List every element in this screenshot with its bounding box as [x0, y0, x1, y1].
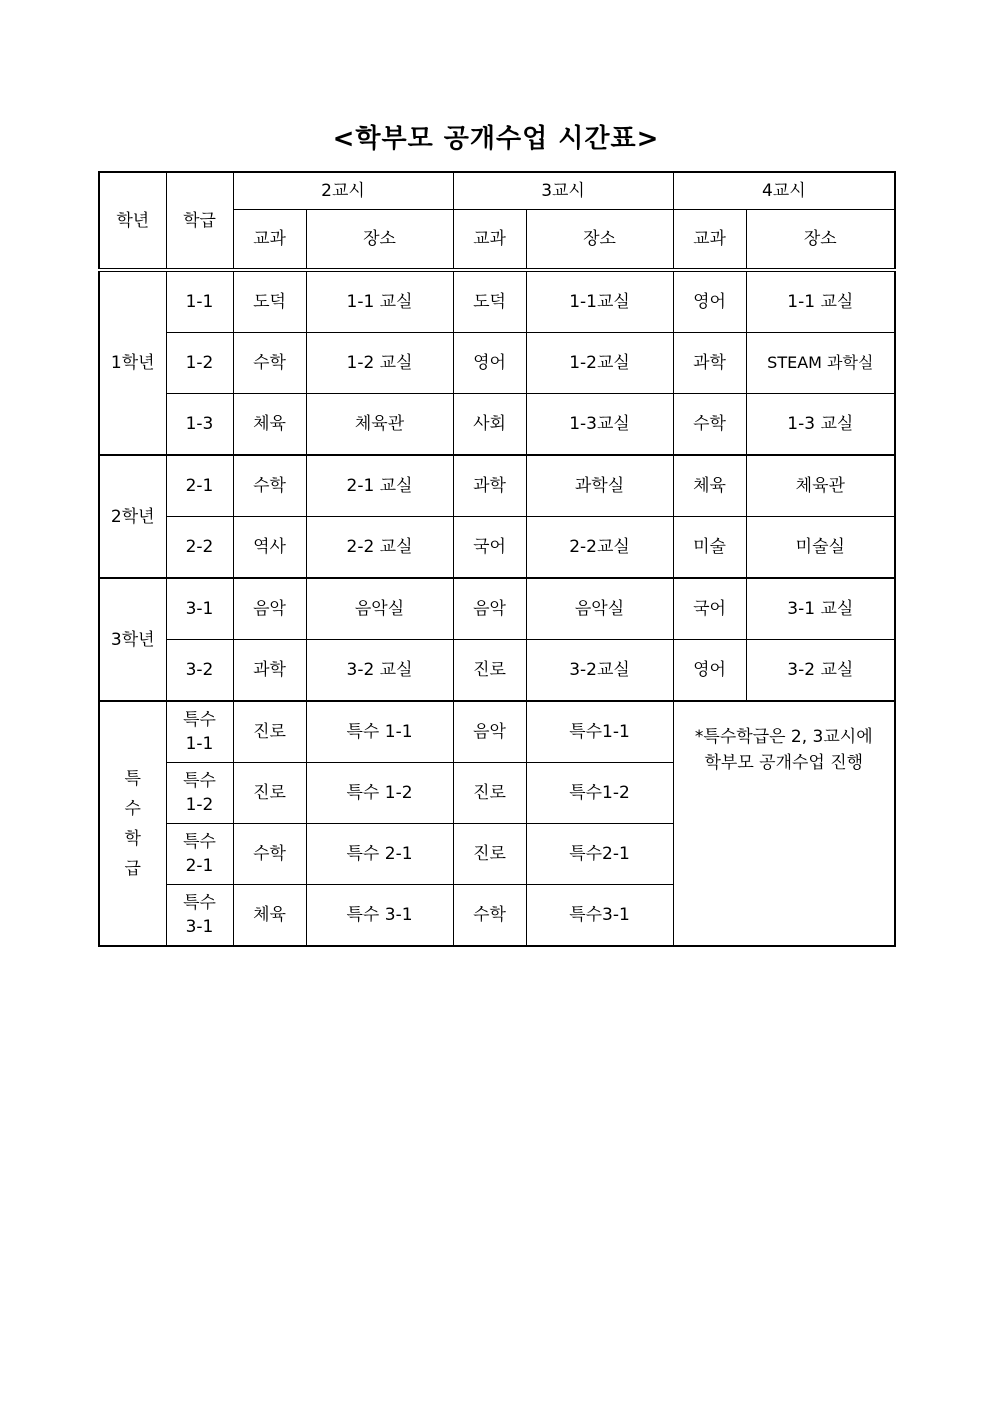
table-row: [99, 701, 895, 763]
table-row: [99, 517, 895, 579]
header-grade: 학년: [99, 172, 166, 270]
place-cell: 1-3교실: [526, 394, 673, 456]
subject-cell: 진로: [453, 763, 526, 824]
subject-cell: 체육: [233, 394, 306, 456]
note-line: *특수학급은 2, 3교시에: [694, 727, 873, 747]
grade-cell: [99, 701, 166, 946]
place-cell: 1-1 교실: [306, 270, 453, 333]
class-number: 1-1: [185, 734, 214, 754]
grade-cell: 1학년: [99, 270, 166, 455]
class-number: 1-2: [185, 795, 214, 815]
place-cell: STEAM 과학실: [746, 333, 895, 394]
table-row: [99, 333, 895, 394]
class-cell: 1-2: [166, 333, 233, 394]
class-cell: [166, 701, 233, 763]
header-period-2: 2교시: [233, 172, 453, 210]
class-label: 특수: [183, 893, 216, 913]
subject-cell: 과학: [453, 455, 526, 517]
subject-cell: 영어: [453, 333, 526, 394]
place-cell: 특수 1-2: [306, 763, 453, 824]
place-cell: 3-2 교실: [746, 640, 895, 702]
class-cell: 3-1: [166, 578, 233, 640]
subject-cell: 수학: [233, 824, 306, 885]
grade-char: 학: [124, 828, 141, 849]
grade-char: 급: [124, 858, 141, 879]
class-cell: [166, 885, 233, 947]
place-cell: 특수 3-1: [306, 885, 453, 947]
subject-cell: 미술: [673, 517, 746, 579]
header-period-4: 4교시: [673, 172, 895, 210]
class-cell: 1-1: [166, 270, 233, 333]
subject-cell: 수학: [233, 455, 306, 517]
place-cell: 미술실: [746, 517, 895, 579]
subject-cell: 체육: [673, 455, 746, 517]
subject-cell: 체육: [233, 885, 306, 947]
place-cell: 체육관: [306, 394, 453, 456]
place-cell: 3-2교실: [526, 640, 673, 702]
class-cell: 2-1: [166, 455, 233, 517]
grade-char: 수: [124, 798, 141, 819]
subject-cell: 국어: [453, 517, 526, 579]
grade-cell: 3학년: [99, 578, 166, 701]
table-row: [99, 578, 895, 640]
place-cell: 특수1-1: [526, 701, 673, 763]
place-cell: 2-1 교실: [306, 455, 453, 517]
place-cell: 특수1-2: [526, 763, 673, 824]
header-subject: 교과: [233, 210, 306, 271]
place-cell: 1-2교실: [526, 333, 673, 394]
header-place: 장소: [746, 210, 895, 271]
place-cell: 특수 1-1: [306, 701, 453, 763]
class-label: 특수: [183, 710, 216, 730]
subject-cell: 역사: [233, 517, 306, 579]
class-label: 특수: [183, 771, 216, 791]
subject-cell: 진로: [453, 824, 526, 885]
subject-cell: 진로: [453, 640, 526, 702]
place-cell: 특수2-1: [526, 824, 673, 885]
class-number: 2-1: [185, 856, 214, 876]
place-cell: 2-2 교실: [306, 517, 453, 579]
place-cell: 3-1 교실: [746, 578, 895, 640]
header-subject: 교과: [453, 210, 526, 271]
schedule-table: [98, 171, 896, 947]
subject-cell: 과학: [673, 333, 746, 394]
class-label: 특수: [183, 832, 216, 852]
header-subject: 교과: [673, 210, 746, 271]
subject-cell: 음악: [453, 701, 526, 763]
table-row: [99, 455, 895, 517]
subject-cell: 진로: [233, 763, 306, 824]
subject-cell: 국어: [673, 578, 746, 640]
subject-cell: 영어: [673, 270, 746, 333]
place-cell: 과학실: [526, 455, 673, 517]
subject-cell: 영어: [673, 640, 746, 702]
special-class-note: [673, 701, 895, 946]
class-cell: [166, 824, 233, 885]
place-cell: 1-3 교실: [746, 394, 895, 456]
note-line: 학부모 공개수업 진행: [704, 753, 864, 773]
subject-cell: 진로: [233, 701, 306, 763]
place-cell: 특수 2-1: [306, 824, 453, 885]
place-cell: 1-1 교실: [746, 270, 895, 333]
subject-cell: 음악: [233, 578, 306, 640]
header-place: 장소: [306, 210, 453, 271]
class-cell: 2-2: [166, 517, 233, 579]
class-cell: 1-3: [166, 394, 233, 456]
place-cell: 특수3-1: [526, 885, 673, 947]
place-cell: 음악실: [306, 578, 453, 640]
table-row: [99, 640, 895, 702]
class-cell: 3-2: [166, 640, 233, 702]
subject-cell: 도덕: [233, 270, 306, 333]
header-period-3: 3교시: [453, 172, 673, 210]
place-cell: 음악실: [526, 578, 673, 640]
place-cell: 1-2 교실: [306, 333, 453, 394]
subject-cell: 수학: [233, 333, 306, 394]
class-cell: [166, 763, 233, 824]
place-cell: 1-1교실: [526, 270, 673, 333]
header-class: 학급: [166, 172, 233, 270]
subject-cell: 수학: [673, 394, 746, 456]
subject-cell: 수학: [453, 885, 526, 947]
table-row: [99, 270, 895, 333]
place-cell: 체육관: [746, 455, 895, 517]
subject-cell: 도덕: [453, 270, 526, 333]
class-number: 3-1: [185, 917, 214, 937]
grade-char: 특: [124, 768, 141, 789]
page-title: <학부모 공개수업 시간표>: [332, 124, 660, 154]
subject-cell: 음악: [453, 578, 526, 640]
grade-cell: 2학년: [99, 455, 166, 578]
header-place: 장소: [526, 210, 673, 271]
place-cell: 2-2교실: [526, 517, 673, 579]
subject-cell: 과학: [233, 640, 306, 702]
place-cell: 3-2 교실: [306, 640, 453, 702]
subject-cell: 사회: [453, 394, 526, 456]
table-row: [99, 394, 895, 456]
